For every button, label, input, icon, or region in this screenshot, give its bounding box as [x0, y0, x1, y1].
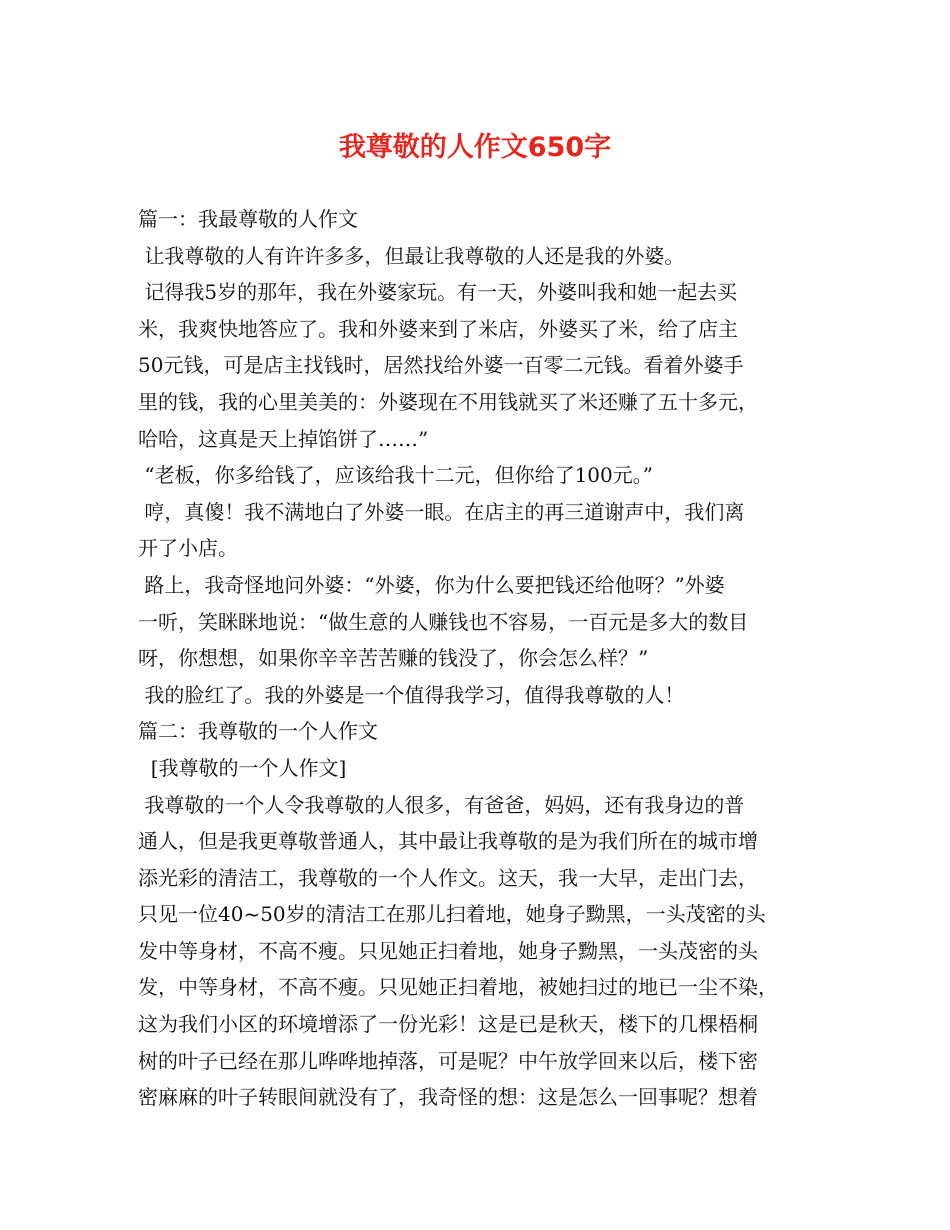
body-line: 添光彩的清洁工，我尊敬的一个人作文。这天，我一大早，走出门去， — [138, 865, 758, 890]
body-line: 篇二：我尊敬的一个人作文 — [138, 719, 378, 744]
body-line: 开了小店。 — [138, 536, 238, 561]
body-line: 这为我们小区的环境增添了一份光彩！这是已是秋天，楼下的几棵梧桐 — [138, 1012, 758, 1037]
body-line: 只见一位40~50岁的清洁工在那儿扫着地，她身子黝黑，一头茂密的头 — [138, 902, 766, 927]
body-line: 篇一：我最尊敬的人作文 — [138, 207, 358, 231]
body-line: 米，我爽快地答应了。我和外婆来到了米店，外婆买了米，给了店主 — [138, 316, 738, 341]
body-line: 呀，你想想，如果你辛辛苦苦赚的钱没了，你会怎么样？” — [138, 646, 649, 671]
document-body — [138, 201, 828, 1116]
body-line: 里的钱，我的心里美美的：外婆现在不用钱就买了米还赚了五十多元， — [138, 389, 758, 414]
body-line: 路上，我奇怪地问外婆：“外婆，你为什么要把钱还给他呀？”外婆 — [138, 572, 725, 597]
body-line: 让我尊敬的人有许许多多，但最让我尊敬的人还是我的外婆。 — [138, 243, 685, 268]
document-title: 我尊敬的人作文650字 — [338, 132, 612, 163]
body-line: 哈哈，这真是天上掉馅饼了……” — [138, 426, 429, 451]
body-line: 50元钱，可是店主找钱时，居然找给外婆一百零二元钱。看着外婆手 — [138, 353, 744, 378]
body-line: 发，中等身材，不高不瘦。只见她正扫着地，被她扫过的地已一尘不染， — [138, 975, 778, 1000]
body-line: 发中等身材，不高不瘦。只见她正扫着地，她身子黝黑，一头茂密的头 — [138, 938, 758, 963]
body-line: 记得我5岁的那年，我在外婆家玩。有一天，外婆叫我和她一起去买 — [138, 280, 738, 305]
body-line: 我的脸红了。我的外婆是一个值得我学习，值得我尊敬的人！ — [138, 682, 685, 707]
body-line: 我尊敬的一个人令我尊敬的人很多，有爸爸，妈妈，还有我身边的普 — [138, 792, 745, 817]
body-line: 一听，笑眯眯地说：“做生意的人赚钱也不容易，一百元是多大的数目 — [138, 609, 749, 634]
body-line: 通人，但是我更尊敬普通人，其中最让我尊敬的是为我们所在的城市增 — [138, 829, 758, 854]
body-line: 树的叶子已经在那儿哗哗地掉落，可是呢？中午放学回来以后，楼下密 — [138, 1048, 758, 1073]
body-line: 密麻麻的叶子转眼间就没有了，我奇怪的想：这是怎么一回事呢？想着 — [138, 1085, 758, 1110]
body-line: “老板，你多给钱了，应该给我十二元，但你给了100元。” — [138, 463, 653, 488]
body-line: 哼，真傻！我不满地白了外婆一眼。在店主的再三道谢声中，我们离 — [138, 499, 745, 524]
body-line: [我尊敬的一个人作文] — [138, 755, 347, 780]
